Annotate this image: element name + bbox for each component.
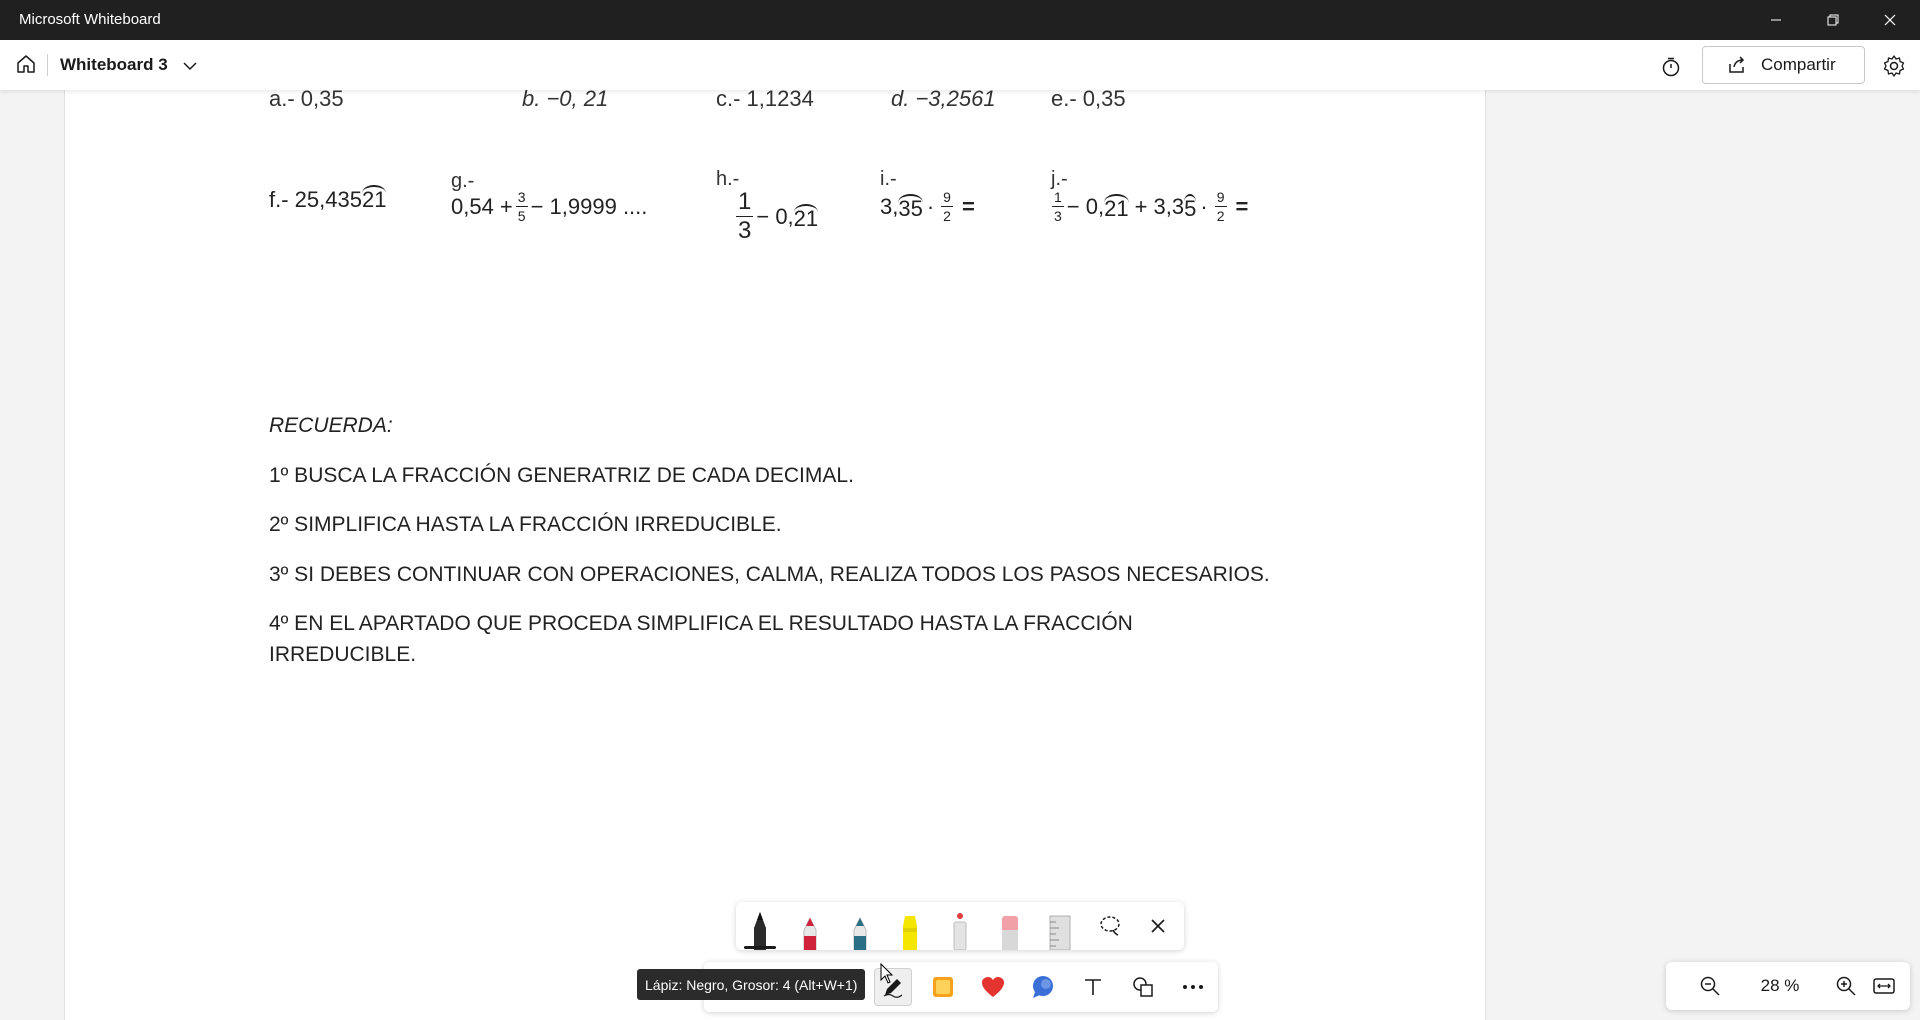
- mouse-cursor-icon: [880, 963, 894, 985]
- exercise-c: c.- 1,1234: [716, 90, 814, 111]
- document-page: [64, 90, 1486, 1020]
- zoom-out-button[interactable]: [1692, 968, 1728, 1004]
- home-icon: [15, 53, 37, 75]
- exercise-g: 0,54 + $\frac{3}{5}$ − 1,9999 ....: [451, 189, 648, 224]
- exercise-j: $\frac{1}{3}$ − 0, 21 + 3,3 5 · $\frac{9}{2}$ =: [1054, 189, 1249, 224]
- fit-to-screen-button[interactable]: [1866, 968, 1902, 1004]
- pen-red-button[interactable]: [786, 902, 834, 950]
- close-icon: [1884, 14, 1896, 26]
- lasso-icon: [1098, 914, 1122, 938]
- eraser-icon: [996, 912, 1024, 950]
- share-icon: [1727, 55, 1747, 75]
- rule-4-continued: IRREDUCIBLE.: [269, 643, 417, 666]
- restore-button[interactable]: [1804, 0, 1861, 40]
- eraser-button[interactable]: [986, 902, 1034, 950]
- exercise-i: 3, 35 · $\frac{9}{2}$ =: [880, 189, 975, 224]
- exercise-j-label: j.-: [1051, 168, 1068, 190]
- laser-pointer-button[interactable]: [936, 902, 984, 950]
- highlighter-button[interactable]: [886, 902, 934, 950]
- divider: [47, 54, 48, 76]
- more-icon: [1182, 984, 1204, 990]
- shapes-button[interactable]: [1124, 968, 1162, 1006]
- exercise-a: a.- 0,35: [269, 90, 344, 111]
- fit-screen-icon: [1872, 976, 1896, 996]
- rule-3: 3º SI DEBES CONTINUAR CON OPERACIONES, CALMA, REALIZA TODOS LOS PASOS NECESARIOS.: [269, 563, 1270, 586]
- stopwatch-icon: [1660, 56, 1682, 78]
- rule-2: 2º SIMPLIFICA HASTA LA FRACCIÓN IRREDUCIBLE.: [269, 513, 782, 536]
- exercise-e: e.- 0,35: [1051, 90, 1126, 111]
- share-button[interactable]: [1702, 46, 1865, 84]
- settings-button[interactable]: [1878, 50, 1910, 82]
- home-button[interactable]: [10, 48, 42, 80]
- heart-icon: [980, 975, 1006, 999]
- close-icon: [1150, 918, 1166, 934]
- ruler-button[interactable]: [1036, 902, 1084, 950]
- exercise-d: d. −3,2561: [891, 90, 996, 111]
- rule-1: 1º BUSCA LA FRACCIÓN GENERATRIZ DE CADA DECIMAL.: [269, 464, 854, 487]
- restore-icon: [1827, 14, 1839, 26]
- more-button[interactable]: [1174, 968, 1212, 1006]
- title-bar: [0, 0, 1920, 40]
- reactions-button[interactable]: [974, 968, 1012, 1006]
- exercise-g-label: g.-: [451, 170, 475, 192]
- exercise-b: b. −0, 21: [522, 90, 609, 111]
- close-pen-toolbar-button[interactable]: [1134, 902, 1182, 950]
- zoom-in-icon: [1835, 975, 1857, 997]
- recuerda-heading: RECUERDA:: [269, 414, 393, 437]
- zoom-controls: [1666, 962, 1910, 1010]
- whiteboard-canvas[interactable]: [0, 90, 1920, 1020]
- laser-pointer-icon: [947, 912, 973, 950]
- minimize-icon: [1770, 14, 1782, 26]
- lasso-select-button[interactable]: [1086, 902, 1134, 950]
- comment-icon: [1030, 974, 1056, 1000]
- pen-teal-button[interactable]: [836, 902, 884, 950]
- chevron-down-icon: [180, 56, 200, 76]
- board-title[interactable]: Whiteboard 3: [60, 55, 168, 74]
- comment-button[interactable]: [1024, 968, 1062, 1006]
- pen-tooltip: Lápiz: Negro, Grosor: 4 (Alt+W+1): [637, 969, 865, 1000]
- pen-toolbar: [736, 902, 1184, 950]
- exercise-i-label: i.-: [880, 168, 897, 190]
- exercise-h: $\frac{1}{3}$ − 0, 21: [738, 188, 819, 244]
- zoom-level[interactable]: 28 %: [1760, 976, 1800, 995]
- zoom-out-icon: [1699, 975, 1721, 997]
- pen-black-icon: [747, 910, 773, 950]
- sticky-note-button[interactable]: [924, 968, 962, 1006]
- pen-teal-icon: [847, 914, 873, 950]
- app-title: Microsoft Whiteboard: [19, 11, 161, 28]
- text-icon: [1082, 976, 1104, 998]
- gear-icon: [1882, 54, 1906, 78]
- board-menu-button[interactable]: [180, 56, 200, 76]
- ruler-icon: [1045, 912, 1075, 950]
- close-window-button[interactable]: [1861, 0, 1918, 40]
- exercise-f: f.- 25,43521: [269, 187, 387, 212]
- pen-red-icon: [797, 914, 823, 950]
- zoom-in-button[interactable]: [1828, 968, 1864, 1004]
- pen-black-button[interactable]: [736, 902, 784, 950]
- timer-button[interactable]: [1656, 52, 1686, 82]
- rule-4: 4º EN EL APARTADO QUE PROCEDA SIMPLIFICA EL RESULTADO HASTA LA FRACCIÓN: [269, 612, 1133, 635]
- minimize-button[interactable]: [1747, 0, 1804, 40]
- highlighter-icon: [895, 912, 925, 950]
- text-button[interactable]: [1074, 968, 1112, 1006]
- shapes-icon: [1131, 975, 1155, 999]
- share-label: Compartir: [1761, 55, 1836, 74]
- sticky-note-icon: [930, 974, 956, 1000]
- app-bar: [0, 40, 1920, 90]
- exercise-h-label: h.-: [716, 168, 740, 190]
